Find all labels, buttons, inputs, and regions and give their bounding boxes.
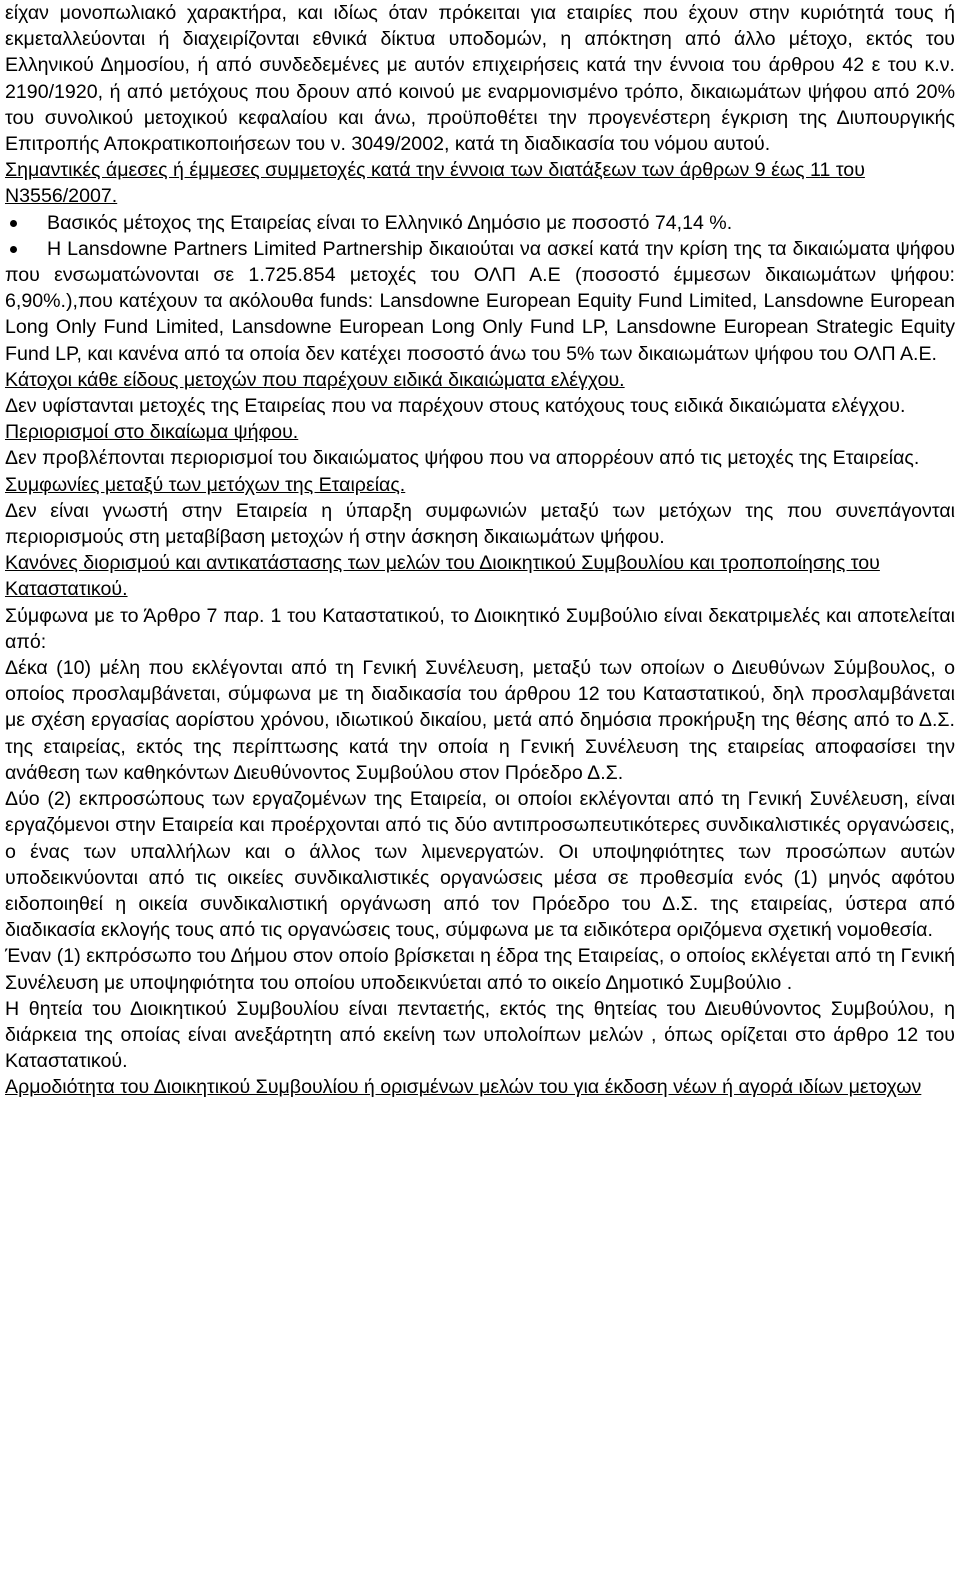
list-item-greek-state bbox=[5, 210, 955, 236]
paragraph-intro: είχαν μονοπωλιακό χαρακτήρα, και ιδίως όταν πρόκειται για εταιρίες που έχουν στην κυριότητά τους ή εκμεταλλεύονται ή διαχειρίζονται εθνικά δίκτυα υποδομών, η απόκτηση από άλλο μέτοχο, εκτός του Ελληνικού Δημοσίου, ή από συνδεδεμένες με αυτόν επιχειρήσεις κατά την έννοια του άρθρου 42 ε του κ.ν. 2190/1920, ή από μετόχους που δρουν από κοινού με εναρμονισμένο τρόπο, δικαιωμάτων ψήφου από 20% του συνολικού μετοχικού κεφαλαίου και άνω, προϋποθέτει την προγενέστερη έγκριση της Διυπουργικής Επιτροπής Αποκρατικοποιήσεων του ν. 3049/2002, κατά τη διαδικασία του νόμου αυτού. bbox=[5, 2, 955, 156]
heading-voting-limits: Περιορισμοί στο δικαίωμα ψήφου. bbox=[5, 421, 299, 444]
paragraph-voting-limits: Δεν προβλέπονται περιορισμοί του δικαιώματος ψήφου που να απορρέουν από τις μετοχές της Εταιρείας. bbox=[5, 447, 920, 470]
heading-shareholder-agreements: Συμφωνίες μεταξύ των μετόχων της Εταιρείας. bbox=[5, 473, 406, 496]
heading-significant-participations: Σημαντικές άμεσες ή έμμεσες συμμετοχές κατά την έννοια των διατάξεων των άρθρων 9 έως 11 του Ν3556/2007. bbox=[5, 159, 865, 208]
paragraph-employee-representatives: Δύο (2) εκπροσώπους των εργαζομένων της Εταιρεία, οι οποίοι εκλέγονται από τη Γενική Συνέλευση, είναι εργαζόμενοι στην Εταιρεία και προέρχονται από τις δύο αντιπροσωπευτικότερες συνδικαλιστικές οργανώσεις, ο ένας των υπαλλήλων και ο άλλος των λιμενεργατών. Οι υποψηφιότητες των προσώπων αυτών υποδεικνύονται από τις οικείες συνδικαλιστικές οργανώσεις μέσα σε προθεσμία ενός (1) μηνός αφότου ειδοποιηθεί η οικεία συνδικαλιστική οργάνωση από τον Πρόεδρο του Δ.Σ. της εταιρείας, ύστερα από διαδικασία εκλογής τους από τις οργανώσεις τους, σύμφωνα με τα ειδικότερα οριζόμενα σχετική νομοθεσία. bbox=[5, 788, 955, 942]
paragraph-board-term: Η θητεία του Διοικητικού Συμβουλίου είναι πενταετής, εκτός της θητείας του Διευθύνοντος Συμβούλου, η διάρκεια της οποίας είναι ανεξάρτητη από εκείνη των υπολοίπων μελών , όπως ορίζεται στο άρθρο 12 του Καταστατικού. bbox=[5, 997, 955, 1073]
list-item-text: Η Lansdowne Partners Limited Partnership δικαιούται να ασκεί κατά την κρίση της τα δικαιώματα ψήφου που ενσωματώνονται σε 1.725.854 μετοχές του ΟΛΠ Α.Ε (ποσοστό έμμεσων δικαιωμάτων ψήφου: 6,90%.),που κατέχουν τα ακόλουθα funds: Lansdowne European Equity Fund Limited, Lansdowne European Long Only Fund Limited, Lansdowne European Long Only Fund LP, Lansdowne European Strategic Equity Fund LP, και κανένα από τα οποία δεν κατέχει ποσοστό άνω του 5% των δικαιωμάτων ψήφου του ΟΛΠ Α.Ε. bbox=[5, 237, 955, 365]
list-item-text: Βασικός μέτοχος της Εταιρείας είναι το Ελληνικό Δημόσιο με ποσοστό 74,14 %. bbox=[47, 211, 733, 234]
document-page bbox=[5, 0, 955, 1101]
participations-list bbox=[5, 210, 955, 367]
list-item-lansdowne bbox=[5, 236, 955, 367]
bullet-icon bbox=[10, 246, 17, 253]
heading-special-rights: Κάτοχοι κάθε είδους μετοχών που παρέχουν ειδικά δικαιώματα ελέγχου. bbox=[5, 368, 625, 391]
heading-board-authority: Αρμοδιότητα του Διοικητικού Συμβουλίου ή ορισμένων μελών του για έκδοση νέων ή αγορά ιδίων μετοχων bbox=[5, 1076, 922, 1099]
paragraph-municipality-representative: Έναν (1) εκπρόσωπο του Δήμου στον οποίο βρίσκεται η έδρα της Εταιρείας, ο οποίος εκλέγεται από τη Γενική Συνέλευση με υποψηφιότητα του οποίου υποδεικνύεται από το οικείο Δημοτικό Συμβούλιο . bbox=[5, 945, 955, 994]
heading-board-rules: Κανόνες διορισμού και αντικατάστασης των μελών του Διοικητικού Συμβουλίου και τροποποίησης του Καταστατικού. bbox=[5, 552, 880, 601]
paragraph-special-rights: Δεν υφίστανται μετοχές της Εταιρείας που να παρέχουν στους κατόχους τους ειδικά δικαιώματα ελέγχου. bbox=[5, 395, 906, 418]
bullet-icon bbox=[10, 220, 17, 227]
paragraph-ten-members: Δέκα (10) μέλη που εκλέγονται από τη Γενική Συνέλευση, μεταξύ των οποίων ο Διευθύνων Σύμβουλος, ο οποίος προσλαμβάνεται, σύμφωνα με τη διαδικασία του άρθρου 12 του Καταστατικού, δηλ προσλαμβάνεται με σχέση εργασίας αορίστου χρόνου, ιδιωτικού δικαίου, μετά από δημόσια προκήρυξη της θέσης από το Δ.Σ. της εταιρείας, εκτός της περίπτωσης κατά την οποία η Γενική Συνέλευση της εταιρείας αποφασίσει την ανάθεση των καθηκόντων Διευθύνοντος Συμβούλου στον Πρόεδρο Δ.Σ. bbox=[5, 657, 955, 784]
paragraph-shareholder-agreements: Δεν είναι γνωστή στην Εταιρεία η ύπαρξη συμφωνιών μεταξύ των μετόχων της που συνεπάγονται περιορισμούς στη μεταβίβαση μετοχών ή στην άσκηση δικαιωμάτων ψήφου. bbox=[5, 499, 955, 549]
paragraph-board-composition: Σύμφωνα με το Άρθρο 7 παρ. 1 του Καταστατικού, το Διοικητικό Συμβούλιο είναι δεκατριμελές και αποτελείται από: bbox=[5, 604, 955, 653]
